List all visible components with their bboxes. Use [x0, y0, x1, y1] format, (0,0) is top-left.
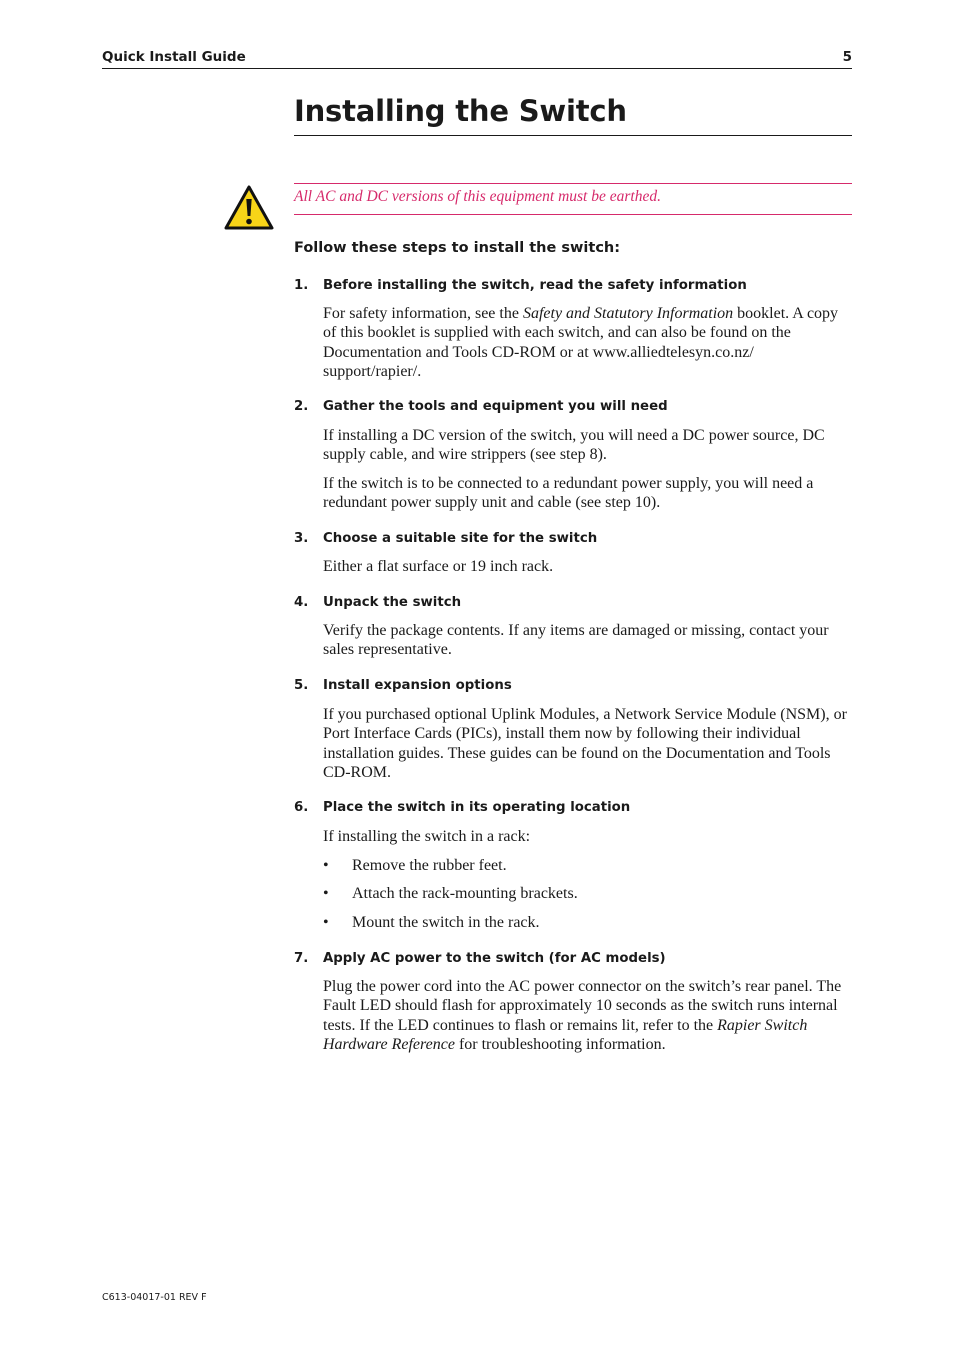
page-number: 5 — [842, 49, 852, 65]
step-3-number: 3. — [294, 531, 309, 546]
step-2-text-2: If the switch is to be connected to a redundant power supply, you will need a redundant power supply unit and cable (see step 10). — [323, 475, 814, 512]
step-1-booklet-name: Safety and Statutory Information — [522, 305, 734, 322]
warning-text: All AC and DC versions of this equipment must be earthed. — [294, 188, 661, 205]
step-4-text: Verify the package contents. If any items are damaged or missing, contact your sales representative. — [323, 622, 829, 659]
list-item: Remove the rubber feet. — [352, 857, 507, 874]
step-6-text: If installing the switch in a rack: — [323, 828, 531, 845]
warning-triangle-icon — [223, 184, 275, 232]
header-guide-title: Quick Install Guide — [102, 49, 246, 65]
step-3-text: Either a flat surface or 19 inch rack. — [323, 558, 554, 575]
page-header — [102, 48, 852, 69]
warning-box — [294, 183, 852, 215]
list-item: Attach the rack-mounting brackets. — [352, 885, 578, 902]
step-2-number: 2. — [294, 399, 309, 414]
step-1-title: Before installing the switch, read the safety information — [323, 278, 747, 293]
step-4-title: Unpack the switch — [323, 595, 462, 610]
bullet-marker: • — [323, 857, 329, 874]
list-item: Mount the switch in the rack. — [352, 914, 540, 931]
step-1-text-a: For safety information, see the — [323, 305, 523, 322]
intro-text: Follow these steps to install the switch: — [294, 240, 621, 256]
step-1-text-c: booklet. A copy of this booklet is supplied with each switch, and can also be found on the Documentation and Tools CD-ROM or at www.alliedtelesyn.co.nz/ support/rapier/. — [323, 305, 839, 380]
step-4-number: 4. — [294, 595, 309, 610]
step-3-title: Choose a suitable site for the switch — [323, 531, 598, 546]
bullet-marker: • — [323, 885, 329, 902]
step-7-text-a: Plug the power cord into the AC power connector on the switch’s rear panel. The Fault LED should flash for approximately 10 seconds as the switch runs internal tests. If the LED continues to flash or remains lit, refer to the — [323, 978, 842, 1034]
step-7-title: Apply AC power to the switch (for AC models) — [323, 951, 666, 966]
step-1-number: 1. — [294, 278, 309, 293]
bullet-marker: • — [323, 914, 329, 931]
step-5-text: If you purchased optional Uplink Modules, a Network Service Module (NSM), or Port Interface Cards (PICs), install them now by following their individual installation guides. These guides can be found on the Documentation and Tools CD-ROM. — [323, 706, 847, 781]
step-7-text — [323, 977, 853, 1054]
step-1-text — [323, 304, 853, 381]
step-5-title: Install expansion options — [323, 678, 512, 693]
step-7-reference-name: Rapier Switch Hardware Reference — [323, 1016, 808, 1053]
step-2-title: Gather the tools and equipment you will need — [323, 399, 668, 414]
step-6-title: Place the switch in its operating location — [323, 800, 631, 815]
step-2-text-1: If installing a DC version of the switch, you will need a DC power source, DC supply cable, and wire strippers (see step 8). — [323, 427, 825, 464]
step-7-number: 7. — [294, 951, 309, 966]
step-5-number: 5. — [294, 678, 309, 693]
step-7-text-c: for troubleshooting information. — [454, 1035, 666, 1053]
step-6-number: 6. — [294, 800, 309, 815]
page-title: Installing the Switch — [294, 94, 852, 136]
document-code: C613-04017-01 REV F — [102, 1292, 207, 1303]
